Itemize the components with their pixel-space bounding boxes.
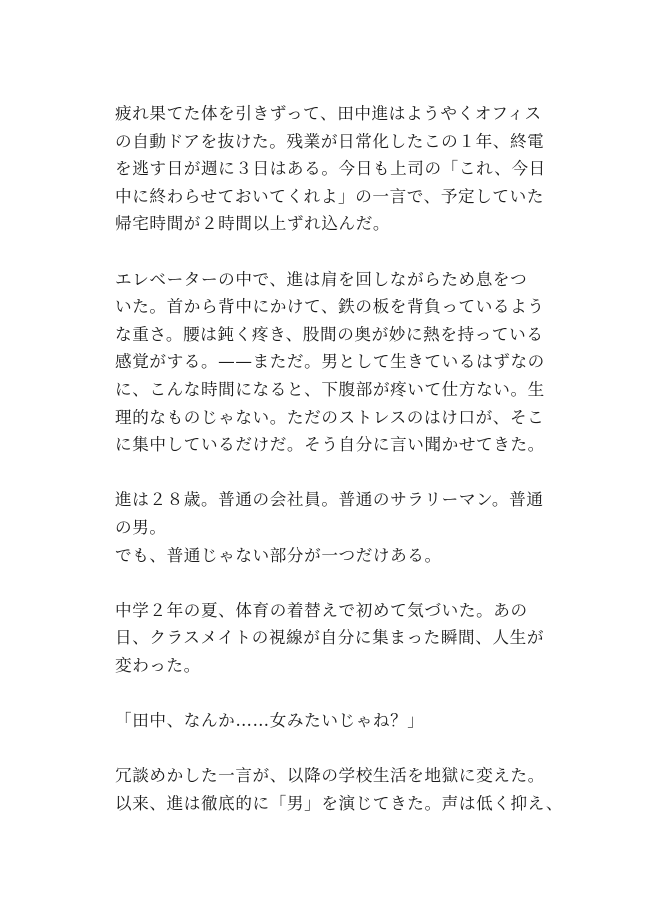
text-line: 以来、進は徹底的に「男」を演じてきた。声は低く抑え、 xyxy=(115,793,564,813)
text-line: エレベーターの中で、進は肩を回しながらため息をつ xyxy=(115,269,528,289)
text-line: の自動ドアを抜けた。残業が日常化したこの１年、終電 xyxy=(115,131,545,151)
text-line: 帰宅時間が２時間以上ずれ込んだ。 xyxy=(115,214,391,234)
paragraph xyxy=(115,597,555,680)
paragraph xyxy=(115,486,555,569)
text-line: 中に終わらせておいてくれよ」の一言で、予定していた xyxy=(115,186,545,206)
text-line: でも、普通じゃない部分が一つだけある。 xyxy=(115,545,442,565)
paragraph-gap xyxy=(115,238,555,266)
paragraph xyxy=(115,266,555,459)
text-line: 冗談めかした一言が、以降の学校生活を地獄に変えた。 xyxy=(115,766,545,786)
text-line: を逃す日が週に３日はある。今日も上司の「これ、今日 xyxy=(115,159,546,179)
paragraph xyxy=(115,100,555,238)
text-line: 理的なものじゃない。ただのストレスのはけ口が、そこ xyxy=(115,407,545,427)
paragraph xyxy=(115,762,564,817)
text-line: いた。首から背中にかけて、鉄の板を背負っているよう xyxy=(115,297,545,317)
paragraph-gap xyxy=(115,459,555,487)
text-line: な重さ。腰は鈍く疼き、股間の奥が妙に熱を持っている xyxy=(115,324,544,344)
text-line: に集中しているだけだ。そう自分に言い聞かせてきた。 xyxy=(115,435,545,455)
text-line: 日、クラスメイトの視線が自分に集まった瞬間、人生が xyxy=(115,628,545,648)
body-text xyxy=(115,100,564,817)
text-line: 中学２年の夏、体育の着替えで初めて気づいた。あの xyxy=(115,600,528,620)
text-line: の男。 xyxy=(115,517,167,537)
paragraph-gap xyxy=(115,569,555,597)
paragraph-gap xyxy=(115,679,555,707)
text-line: 感覚がする。——まただ。男として生きているはずなの xyxy=(115,352,545,372)
text-line: 変わった。 xyxy=(115,655,201,675)
dialogue-line: 「田中、なんか……女みたいじゃね？」 xyxy=(115,711,425,731)
text-line: 疲れ果てた体を引きずって、田中進はようやくオフィス xyxy=(115,104,542,123)
text-line: に、こんな時間になると、下腹部が疼いて仕方ない。生 xyxy=(115,379,545,399)
paragraph-gap xyxy=(115,735,555,763)
paragraph xyxy=(115,707,555,735)
text-line: 進は２８歳。普通の会社員。普通のサラリーマン。普通 xyxy=(115,490,544,510)
